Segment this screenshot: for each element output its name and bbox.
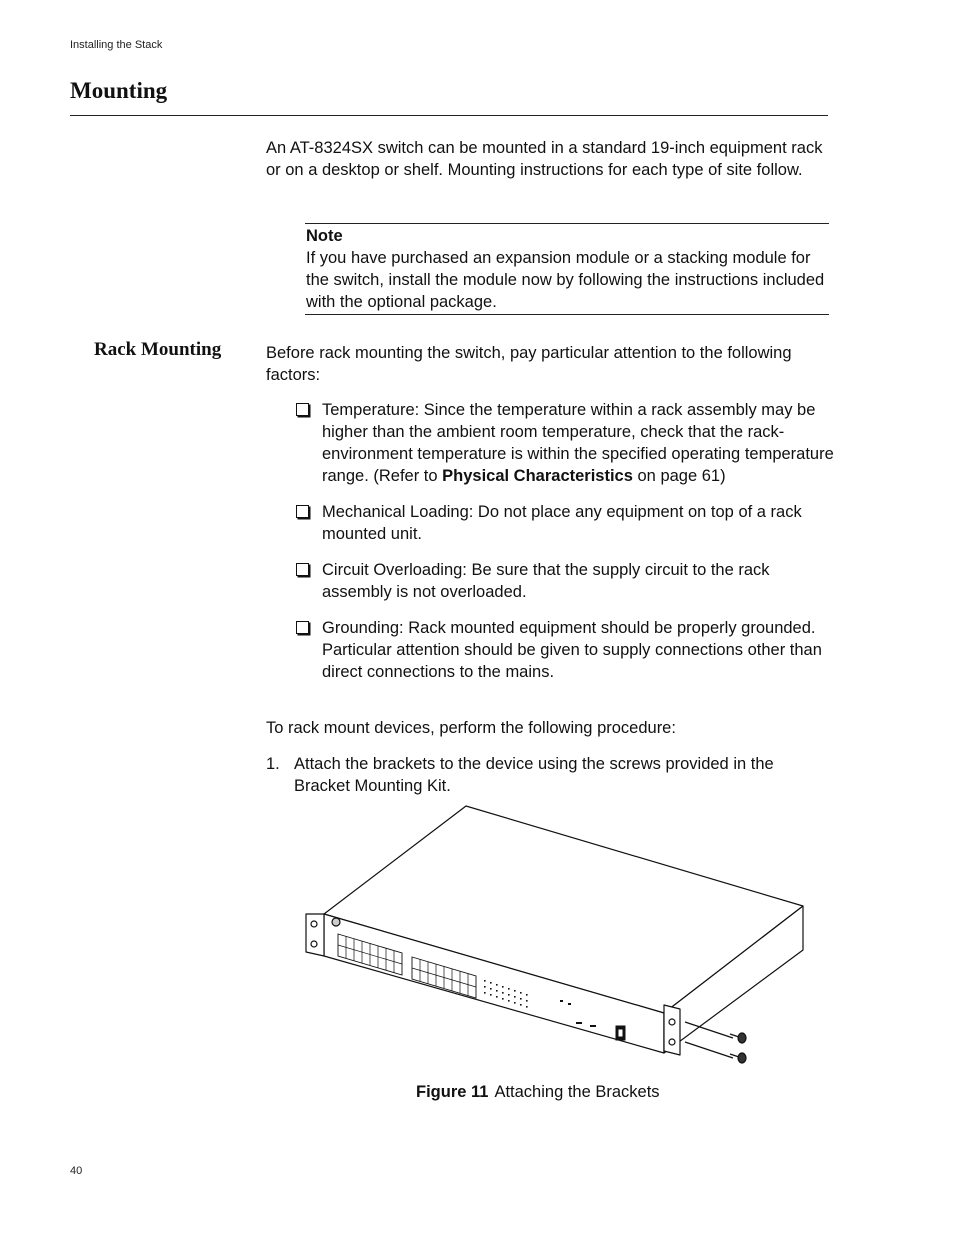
bullet-text: Mechanical Loading: Do not place any equipment on top of a rack mounted unit. [322, 503, 802, 543]
procedure-intro: To rack mount devices, perform the following procedure: [266, 719, 676, 737]
screw-icon [685, 1042, 746, 1063]
list-item [295, 399, 835, 487]
right-bracket [664, 1005, 680, 1055]
procedure-steps [266, 753, 826, 797]
bullet-text-after: on page 61) [632, 467, 726, 485]
bullet-text: Circuit Overloading: Be sure that the supply circuit to the rack assembly is not overloaded. [322, 561, 770, 601]
expansion-slot [616, 1026, 625, 1040]
note-box [305, 223, 829, 315]
list-item [295, 559, 835, 603]
checkbox-bullet-icon [296, 563, 309, 576]
figure-label: Figure 11 [416, 1083, 489, 1101]
note-heading: Note [306, 227, 343, 245]
title-rule [70, 115, 828, 116]
step-text: Attach the brackets to the device using the screws provided in the Bracket Mounting Kit. [294, 755, 774, 795]
intro-paragraph: An AT-8324SX switch can be mounted in a standard 19-inch equipment rack or on a desktop or shelf. Mounting instructions for each type of site follow. [266, 139, 823, 179]
switch-with-rack-brackets-illustration [300, 800, 810, 1070]
page-number: 40 [70, 1165, 83, 1177]
checkbox-bullet-icon [296, 621, 309, 634]
running-header: Installing the Stack [70, 39, 163, 51]
figure-caption [416, 1083, 660, 1102]
list-item [295, 617, 835, 683]
bullet-text: Temperature: Since the temperature within a rack assembly may be higher than the ambient room temperature, check that the rack-environment temperature is within the specified operating temperature range. (Refer to [322, 401, 834, 485]
rack-mounting-heading: Rack Mounting [94, 339, 222, 360]
step-number: 1. [266, 755, 280, 773]
screw-icon [685, 1022, 746, 1043]
rack-mounting-intro: Before rack mounting the switch, pay particular attention to the following factors: [266, 344, 792, 384]
checkbox-bullet-icon [296, 403, 309, 416]
checkbox-bullet-icon [296, 505, 309, 518]
note-text: If you have purchased an expansion module or a stacking module for the switch, install the module now by following the instructions included with the optional package. [306, 249, 825, 311]
left-bracket [306, 914, 324, 956]
section-title: Mounting [70, 78, 168, 103]
bullet-text: Grounding: Rack mounted equipment should be properly grounded. Particular attention should be given to supply connections other than direct connections to the mains. [322, 619, 822, 681]
factor-list [295, 399, 835, 697]
procedure-step [266, 753, 826, 797]
list-item [295, 501, 835, 545]
figure-caption-text: Attaching the Brackets [494, 1083, 660, 1101]
cross-reference: Physical Characteristics [442, 467, 633, 485]
